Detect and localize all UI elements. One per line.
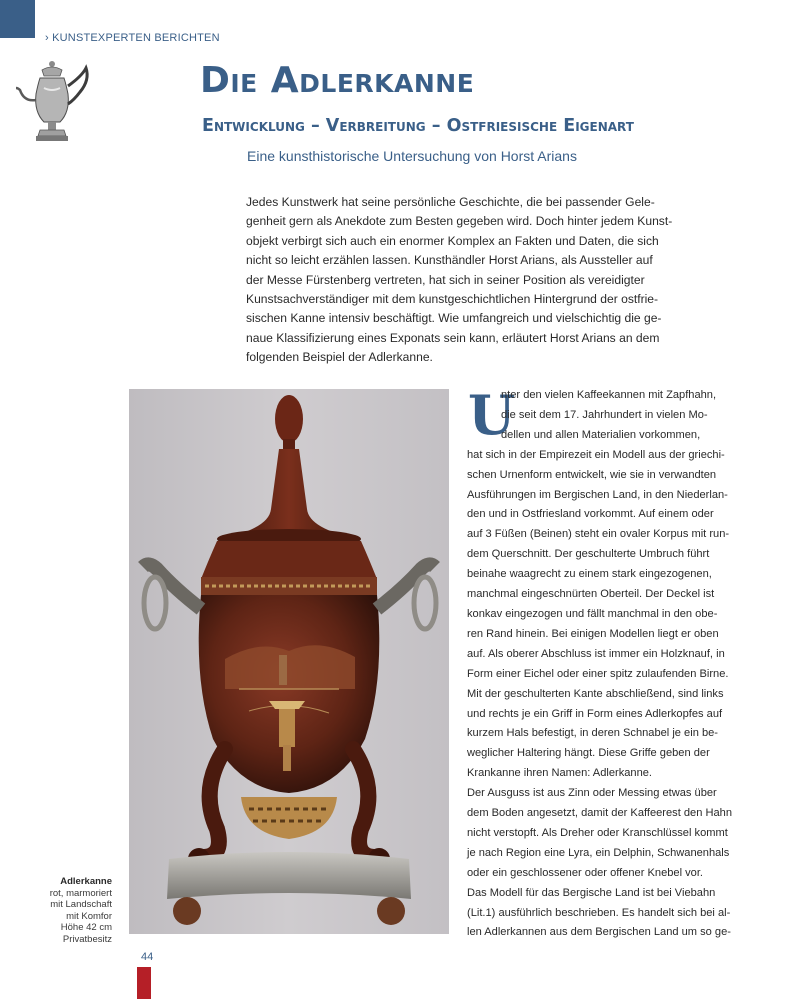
body-line: oder ein geschlossener oder offener Knebel vor. xyxy=(467,866,704,879)
caption-line: mit Landschaft xyxy=(50,899,112,910)
body-line: dem Querschnitt. Der geschulterte Umbruch führt xyxy=(467,548,710,561)
body-line: Form einer Eichel oder einer spitz zulaufenden Birne. xyxy=(467,667,729,680)
body-line: Ausführungen im Bergischen Land, in den Niederlan- xyxy=(467,488,728,501)
caption-line: rot, marmoriert xyxy=(49,887,112,899)
body-line: Der Ausguss ist aus Zinn oder Messing etwas über xyxy=(467,787,717,800)
body-line: auf 3 Füßen (Beinen) steht ein ovaler Korpus mit run- xyxy=(467,528,730,541)
body-line: Mit der geschulterten Kante abschließend, sind links xyxy=(467,687,724,700)
intro-line: der Messe Fürstenberg vertreten, hat sich in seiner Position als vereidigter xyxy=(246,272,645,287)
caption-line: Höhe 42 cm xyxy=(60,922,112,933)
page-title: Die Adlerkanne xyxy=(200,60,475,101)
page-subtitle: Entwicklung – Verbreitung – Ostfriesische Eigenart xyxy=(202,116,634,136)
body-line: kurzem Hals befestigt, in deren Schnabel je ein be- xyxy=(467,727,718,740)
intro-line: objekt verbirgt sich auch ein enormer Komplex an Fakten und Daten, die sich xyxy=(246,233,659,248)
body-line: Das Modell für das Bergische Land ist bei Viebahn xyxy=(467,886,716,899)
red-bar xyxy=(137,967,151,999)
body-line: manchmal eingeschnürten Oberteil. Der Deckel ist xyxy=(467,588,715,601)
body-line: dellen und allen Materialien vorkommen, xyxy=(501,428,701,441)
intro-line: naue Klassifizierung eines Exponats sein kann, erläutert Horst Arians an dem xyxy=(246,330,660,345)
body-line: Krankanne ihren Namen: Adlerkanne. xyxy=(467,767,653,780)
body-line: schen Urnenform entwickelt, wie sie in verwandten xyxy=(467,468,717,481)
body-line: konkav eingezogen und fällt manchmal in den obe- xyxy=(467,607,718,620)
body-line: und rechts je ein Griff in Form eines Adlerkopfes auf xyxy=(467,707,723,720)
image-caption xyxy=(20,876,112,945)
page-number: 44 xyxy=(141,951,154,963)
intro-line: Kunstsachverständiger mit dem kunstgeschichtlichen Hintergrund der ostfrie- xyxy=(246,292,659,307)
adlerkanne-illustration xyxy=(129,389,449,934)
intro-line: sischen Kanne intensiv beschäftigt. Wie umfangreich und vielschichtig die ge- xyxy=(246,311,662,326)
body-line: ren Rand hinein. Bei einigen Modellen liegt er oben xyxy=(467,627,719,640)
body-line: nicht verstopft. Als Dreher oder Kranschlüssel kommt xyxy=(467,826,728,839)
body-line: (Lit.1) ausführlich beschrieben. Es handelt sich bei al- xyxy=(467,906,731,919)
section-label: › KUNSTEXPERTEN BERICHTEN xyxy=(45,32,220,44)
body-line: len Adlerkannen aus dem Bergischen Land um so ge- xyxy=(467,926,731,939)
caption-line: Privatbesitz xyxy=(62,933,112,945)
intro-line: folgenden Beispiel der Adlerkanne. xyxy=(246,350,433,365)
body-line: beinahe waagrecht zu einem stark eingezogenen, xyxy=(467,568,712,581)
body-line: weglicher Haltering hängt. Diese Griffe geben der xyxy=(467,747,710,760)
caption-title: Adlerkanne xyxy=(60,876,112,887)
intro-line: genheit gern als Anekdote zum Besten gegeben wird. Doch hinter jedem Kunst- xyxy=(246,214,673,229)
adlerkanne-photo xyxy=(129,389,449,934)
corner-color-block xyxy=(0,0,35,38)
intro-line: nicht so leicht erzählen lassen. Kunsthändler Horst Arians, als Aussteller auf xyxy=(246,253,653,268)
drop-cap: U xyxy=(468,383,516,447)
body-line: nter den vielen Kaffeekannen mit Zapfhahn, xyxy=(501,389,717,401)
body-line: auf. Als oberer Abschluss ist immer ein Holzknauf, in xyxy=(467,647,725,660)
body-text xyxy=(467,383,743,943)
caption-line: mit Komfor xyxy=(66,910,112,922)
body-line: den und in Ostfriesland vorkommt. Auf einem oder xyxy=(467,508,714,521)
body-line: hat sich in der Empirezeit ein Modell aus der griechi- xyxy=(467,448,725,461)
intro-line: Jedes Kunstwerk hat seine persönliche Geschichte, die bei passender Gele- xyxy=(246,195,655,209)
body-line: die seit dem 17. Jahrhundert in vielen Mo- xyxy=(501,408,708,421)
body-line: dem Boden angesetzt, damit der Kaffeerest den Hahn xyxy=(467,807,732,820)
teapot-icon xyxy=(14,58,92,146)
byline: Eine kunsthistorische Untersuchung von Horst Arians xyxy=(247,148,577,164)
body-line: je nach Region eine Lyra, ein Delphin, Schwanenhals xyxy=(467,846,730,859)
intro-paragraph xyxy=(246,193,673,368)
